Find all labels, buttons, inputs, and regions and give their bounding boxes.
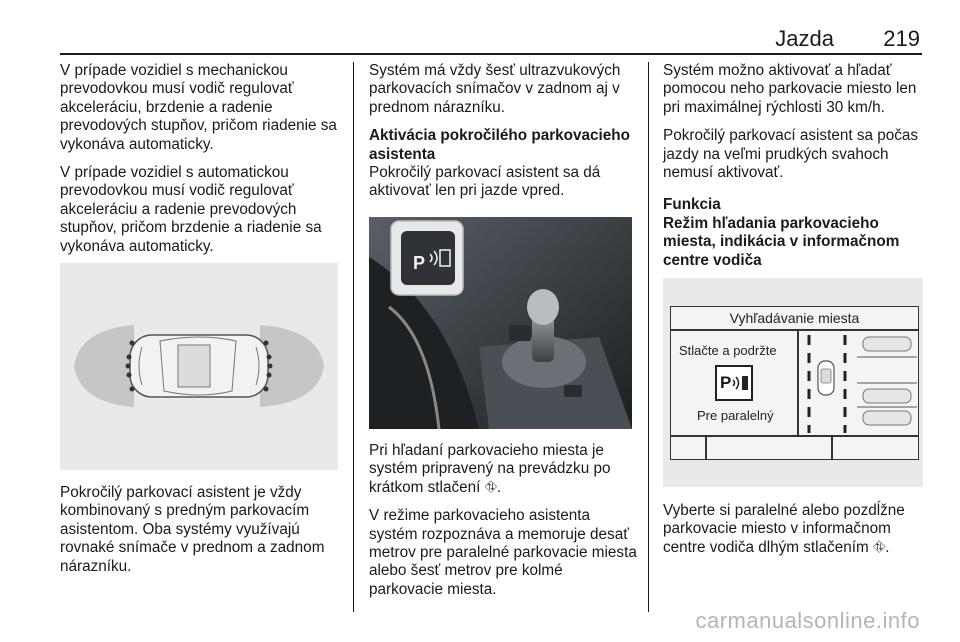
paragraph: Pokročilý parkovací asistent je vždy kombinovaný s predným parkovacím asistentom. Oba systémy využívajú rovnaké snímače v prednom a zadnom nárazníku.: [60, 484, 325, 575]
paragraph: Systém možno aktivovať a hľadať pomocou neho parkovacie miesto len pri maximálnej rýchlosti 30 km/h.: [663, 62, 917, 116]
driver-info-display-figure: [663, 278, 923, 487]
paragraph-text: Pri hľadaní parkovacieho miesta je systém pripravený na prevádzku po krátkom stlačení: [369, 442, 611, 496]
paragraph: V prípade vozidiel s automatickou prevodovkou musí vodič regulovať akceleráciu a radenie prevodových stupňov, pričom brzdenie a riadenie sa vykonáva automaticky.: [60, 164, 322, 255]
paragraph: Systém má vždy šesť ultrazvukových parkovacích snímačov v zadnom aj v prednom nárazníku.: [369, 62, 621, 116]
parking-button-icon: ⛗.: [484, 478, 502, 496]
console-photo-figure: [369, 217, 632, 429]
column-separator: [648, 62, 649, 612]
display-title: Vyhľadávanie miesta: [729, 310, 860, 326]
parking-scene-illustration: [799, 331, 917, 435]
watermark: carmanualsonline.info: [695, 608, 920, 633]
paragraph: [663, 502, 931, 557]
section-heading: Funkcia: [663, 196, 721, 214]
column-separator: [353, 62, 354, 612]
column-2-bottom: [369, 442, 639, 609]
column-2: [369, 62, 639, 211]
column-1: [60, 62, 338, 266]
parking-sensor-figure: [60, 263, 338, 470]
page-header: [60, 26, 920, 52]
instruction-text: Stlačte a podržte: [679, 343, 777, 358]
section-heading: Aktivácia pokročilého parkovacieho asistenta: [369, 127, 630, 163]
parking-assist-button-label: P: [413, 253, 426, 273]
paragraph: [369, 442, 639, 497]
car-sensor-illustration: [60, 263, 338, 470]
parking-button-icon: ⛗.: [873, 538, 890, 556]
header-rule: [60, 53, 922, 55]
section-heading: Režim hľadania parkovacieho miesta, indikácia v informačnom centre vodiča: [663, 214, 900, 269]
column-3-bottom: [663, 502, 931, 567]
paragraph: Pokročilý parkovací asistent sa počas jazdy na veľmi prudkých svahoch nemusí aktivovať.: [663, 127, 919, 182]
column-1-bottom: [60, 484, 338, 586]
display-panel: [670, 306, 919, 460]
page-number: 219: [883, 26, 920, 51]
paragraph: V režime parkovacieho asistenta systém rozpoznáva a memoruje desať metrov pre paralelné parkovacie miesta alebo šesť metrov pre kolmé parkovacie miesta.: [369, 507, 637, 598]
paragraph: V prípade vozidiel s mechanickou prevodovkou musí vodič regulovať akceleráciu, brzdenie a radenie prevodových stupňov, pričom riadenie sa vykonáva automaticky.: [60, 62, 337, 153]
mode-text: Pre paralelný: [697, 408, 774, 423]
section-title: Jazda: [775, 26, 834, 51]
parking-assist-icon: P: [715, 365, 753, 401]
column-3: [663, 62, 931, 270]
paragraph: Pokročilý parkovací asistent sa dá aktivovať len pri jazde vpred.: [369, 164, 601, 200]
paragraph-text: Vyberte si paralelné alebo pozdĺžne parkovacie miesto v informačnom centre vodiča dlhým stlačením: [663, 502, 905, 556]
